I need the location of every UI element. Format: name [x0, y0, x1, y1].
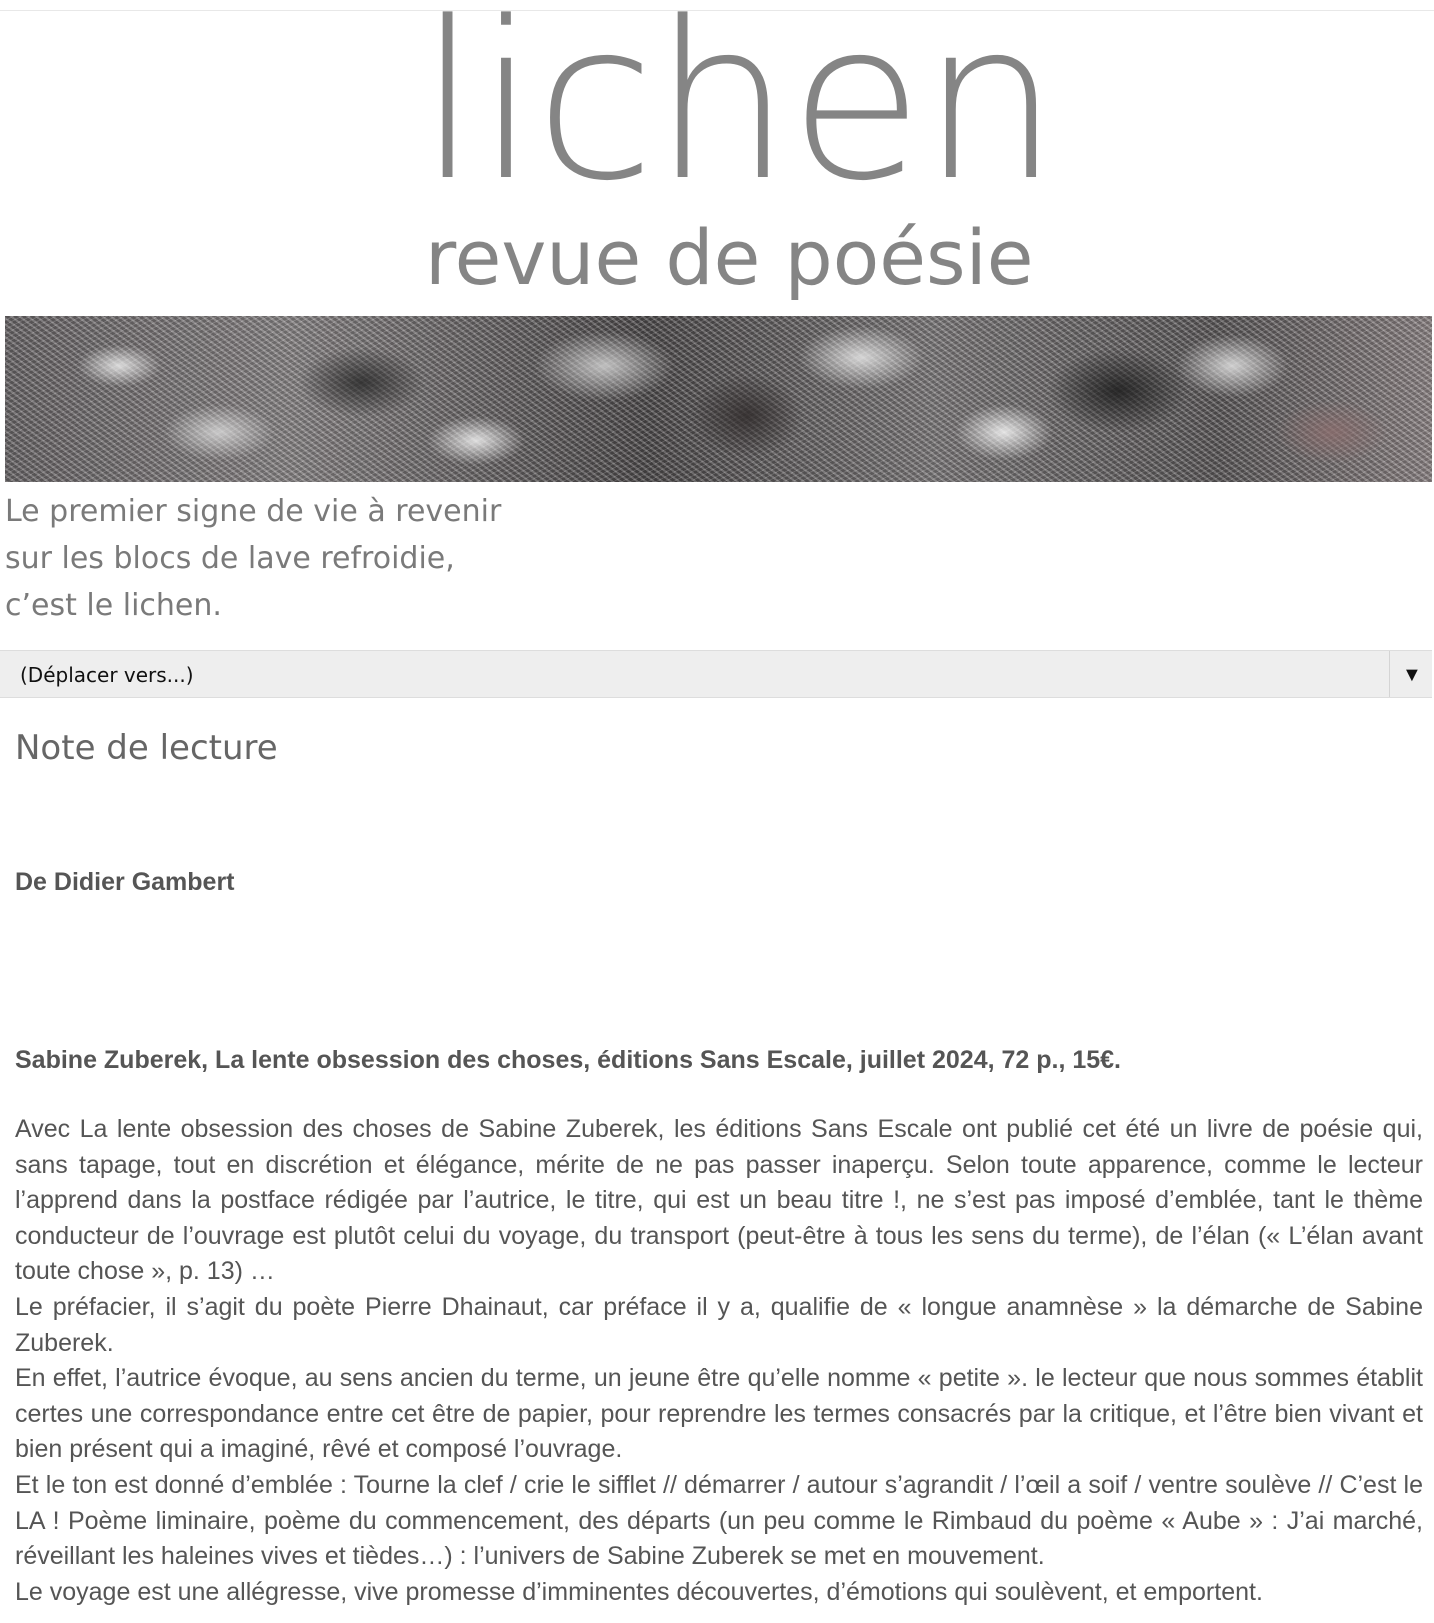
article-paragraph: Et le ton est donné d’emblée : Tourne la clef / crie le sifflet // démarrer / autour s’agrandit / l’œil a soif / ventre soulève // C’est le LA ! Poème liminaire, poème du commencement, des départs (un peu comme le Rimbaud du poème « Aube » : J’ai marché, réveillant les haleines vives et tièdes…) : l’univers de Sabine Zuberek se met en mouvement.	[15, 1470, 1423, 1571]
dropdown-arrow-icon[interactable]: ▼	[1402, 664, 1422, 686]
article-paragraph: Avec La lente obsession des choses de Sabine Zuberek, les éditions Sans Escale ont publié cet été un livre de poésie qui, sans tapage, tout en discrétion et élégance, mérite de ne pas passer inaperçu. Selon toute apparence, comme le lecteur l’apprend dans la postface rédigée par l’autrice, le titre, qui est un beau titre !, ne s’est pas imposé d’emblée, tant le thème conducteur de l’ouvrage est plutôt celui du voyage, du transport (peut-être à tous les sens du terme), de l’élan (« L’élan avant toute chose », p. 13) …	[15, 1115, 1423, 1286]
tagline-line: c’est le lichen.	[5, 588, 222, 623]
article-author: De Didier Gambert	[15, 868, 235, 896]
article-paragraph: Le préfacier, il s’agit du poète Pierre Dhainaut, car préface il y a, qualifie de « longue anamnèse » la démarche de Sabine Zuberek.	[15, 1292, 1423, 1357]
logo-title: lichen	[418, 0, 1058, 229]
article-paragraph: Le voyage est une allégresse, vive promesse d’imminentes découvertes, d’émotions qui soulèvent, et emportent.	[15, 1577, 1263, 1606]
article-body	[15, 1112, 1423, 1610]
navigation-select-label: (Déplacer vers...)	[20, 663, 194, 687]
article-paragraph: En effet, l’autrice évoque, au sens ancien du terme, un jeune être qu’elle nomme « petite ». le lecteur que nous sommes établit certes une correspondance entre cet être de papier, pour reprendre les termes consacrés par la critique, et l’être bien vivant et bien présent qui a imaginé, rêvé et composé l’ouvrage.	[15, 1364, 1423, 1464]
page-title: Note de lecture	[15, 728, 278, 768]
site-tagline	[5, 488, 501, 629]
tagline-line: Le premier signe de vie à revenir	[5, 494, 502, 529]
navigation-select[interactable]	[0, 650, 1432, 698]
book-reference: Sabine Zuberek, La lente obsession des choses, éditions Sans Escale, juillet 2024, 72 p., 15€.	[15, 1046, 1122, 1074]
select-divider	[1389, 651, 1390, 697]
lichen-banner-image	[5, 316, 1432, 482]
tagline-line: sur les blocs de lave refroidie,	[5, 541, 455, 576]
logo-subtitle: revue de poésie	[425, 213, 1034, 302]
